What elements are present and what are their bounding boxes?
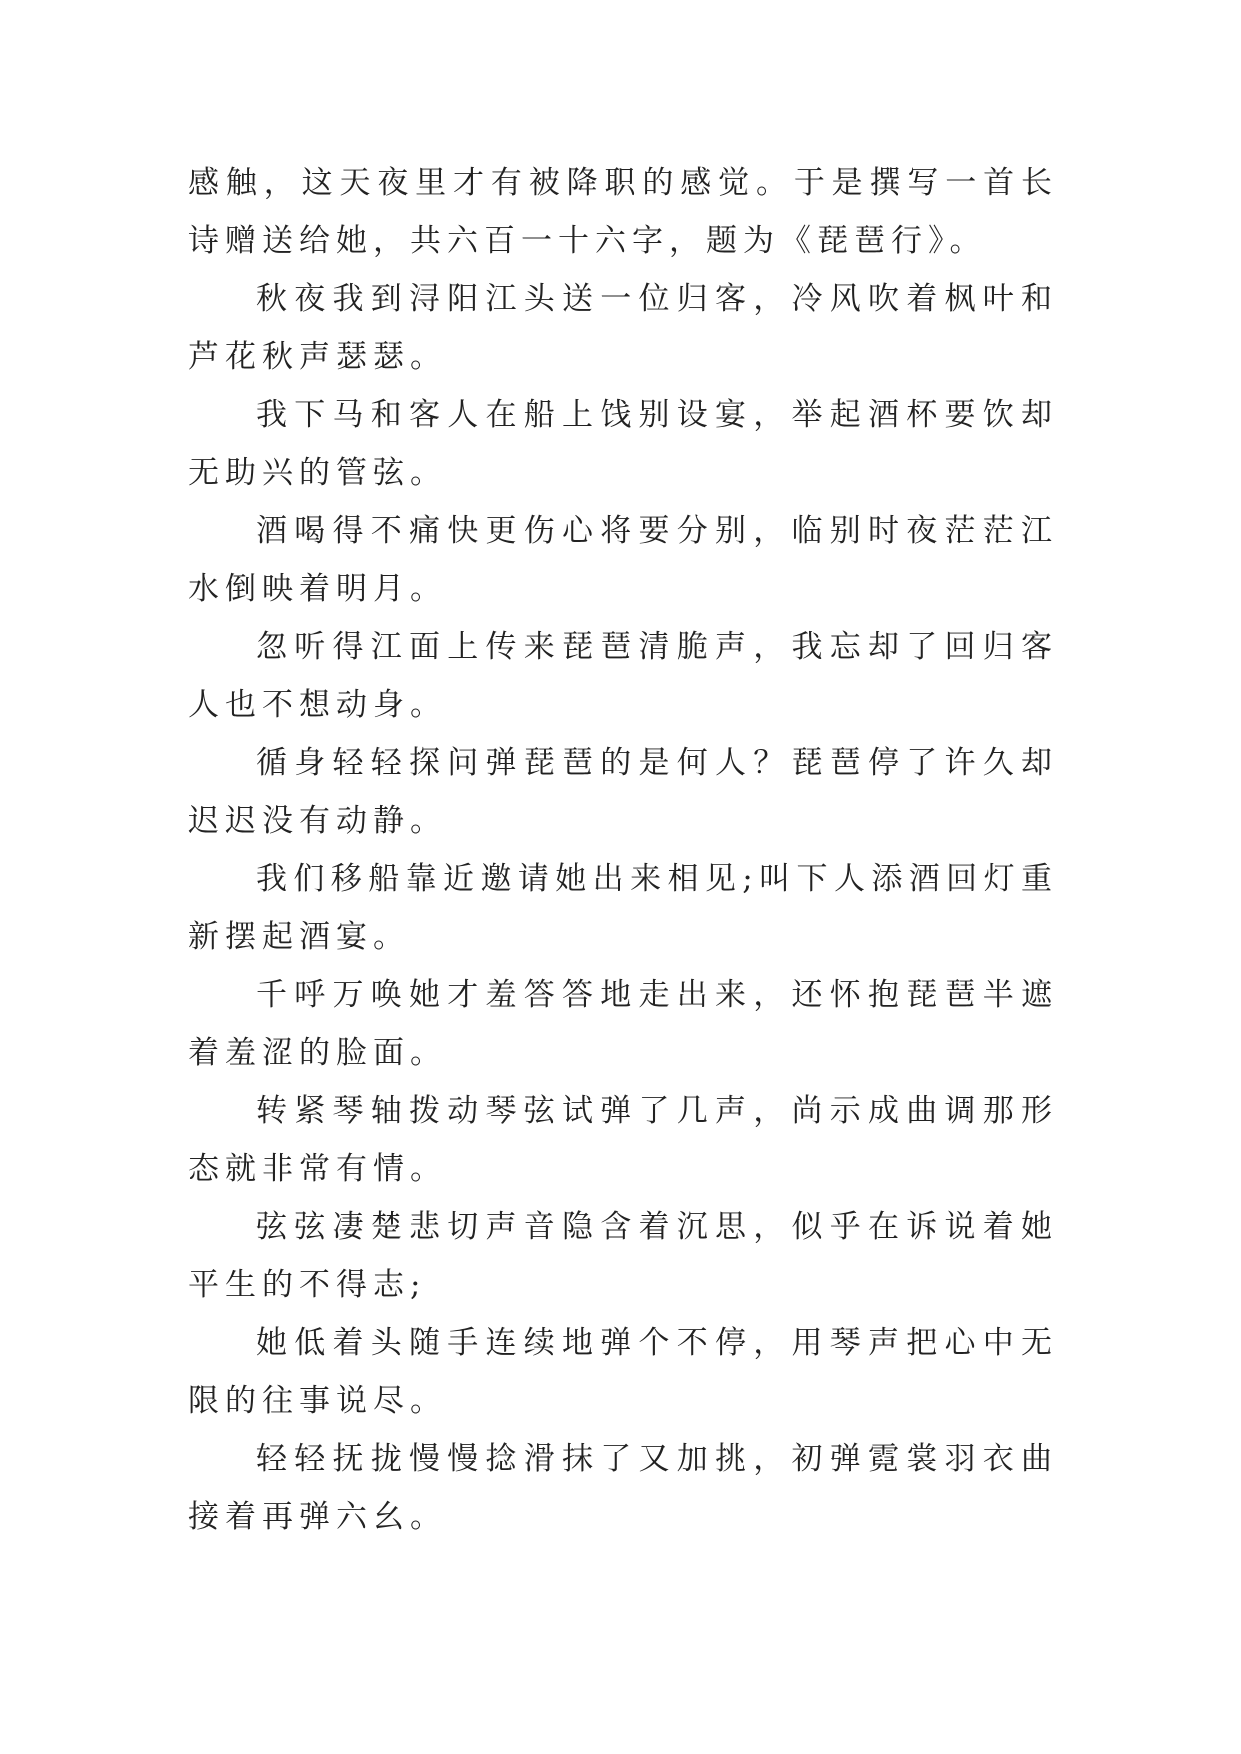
paragraph: 千呼万唤她才羞答答地走出来，还怀抱琵琶半遮着羞涩的脸面。 bbox=[188, 977, 1058, 1071]
paragraph: 循身轻轻探问弹琵琶的是何人？琵琶停了许久却迟迟没有动静。 bbox=[188, 745, 1058, 839]
paragraph: 忽听得江面上传来琵琶清脆声，我忘却了回归客人也不想动身。 bbox=[188, 629, 1058, 723]
paragraph: 我们移船靠近邀请她出来相见;叫下人添酒回灯重新摆起酒宴。 bbox=[188, 861, 1058, 955]
paragraph-continued: 感触，这天夜里才有被降职的感觉。于是撰写一首长诗赠送给她，共六百一十六字，题为《琵琶行》。 bbox=[188, 165, 1058, 259]
paragraph: 酒喝得不痛快更伤心将要分别，临别时夜茫茫江水倒映着明月。 bbox=[188, 513, 1058, 607]
paragraph: 秋夜我到浔阳江头送一位归客，冷风吹着枫叶和芦花秋声瑟瑟。 bbox=[188, 281, 1058, 375]
paragraph: 转紧琴轴拨动琴弦试弹了几声，尚示成曲调那形态就非常有情。 bbox=[188, 1093, 1058, 1187]
paragraph: 我下马和客人在船上饯别设宴，举起酒杯要饮却无助兴的管弦。 bbox=[188, 397, 1058, 491]
paragraph: 弦弦凄楚悲切声音隐含着沉思，似乎在诉说着她平生的不得志; bbox=[188, 1209, 1058, 1303]
body-text bbox=[188, 154, 1058, 1546]
paragraph: 她低着头随手连续地弹个不停，用琴声把心中无限的往事说尽。 bbox=[188, 1325, 1058, 1419]
paragraph: 轻轻抚拢慢慢捻滑抹了又加挑，初弹霓裳羽衣曲接着再弹六幺。 bbox=[188, 1441, 1058, 1535]
